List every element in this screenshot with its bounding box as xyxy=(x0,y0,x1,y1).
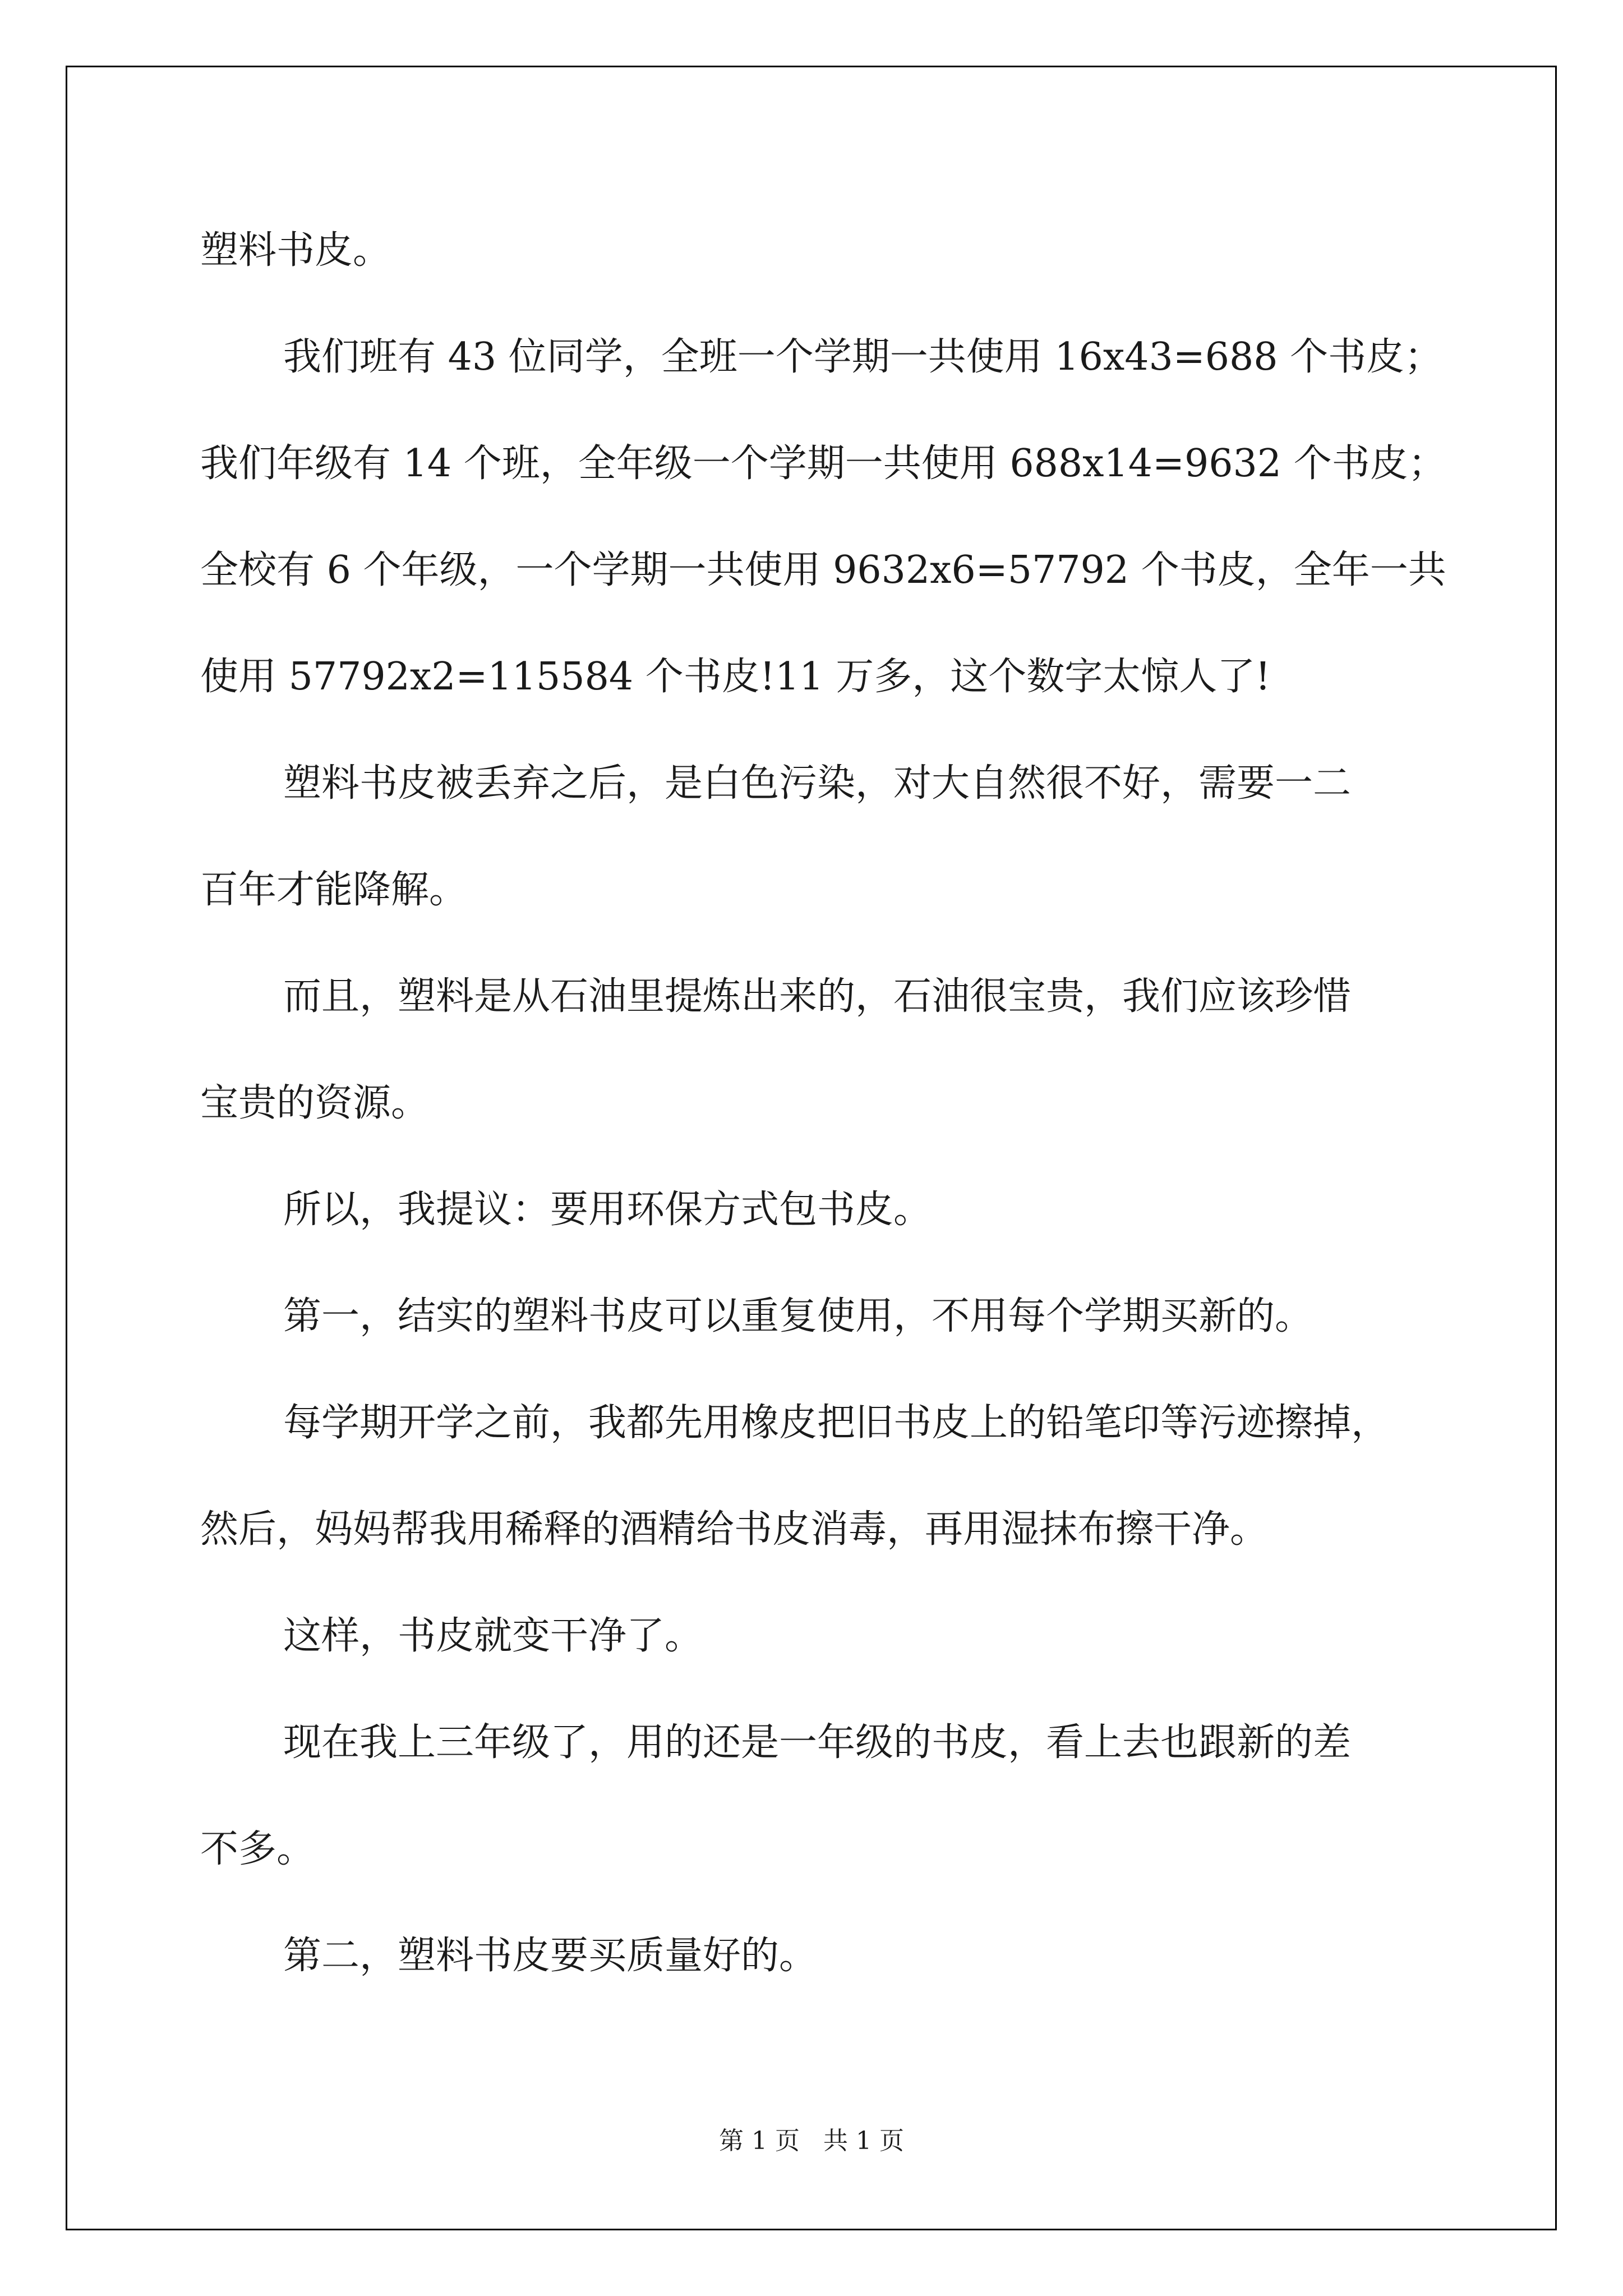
text-line: 我们年级有 14 个班，全年级一个学期一共使用 688x14=9632 个书皮； xyxy=(200,441,1446,486)
text-line: 宝贵的资源。 xyxy=(200,1081,430,1125)
text-line: 塑料书皮被丢弃之后，是白色污染，对大自然很不好，需要一二 xyxy=(283,761,1352,806)
text-line: 所以，我提议：要用环保方式包书皮。 xyxy=(283,1188,932,1232)
page-border xyxy=(66,66,1557,2230)
text-line: 这样，书皮就变干净了。 xyxy=(283,1614,703,1658)
text-line: 然后，妈妈帮我用稀释的酒精给书皮消毒，再用湿抹布擦干净。 xyxy=(200,1507,1269,1552)
text-line: 全校有 6 个年级，一个学期一共使用 9632x6=57792 个书皮，全年一共 xyxy=(200,548,1446,592)
text-line: 使用 57792x2=115584 个书皮!11 万多，这个数字太惊人了! xyxy=(200,655,1271,699)
text-line: 我们班有 43 位同学，全班一个学期一共使用 16x43=688 个书皮； xyxy=(283,335,1443,379)
text-line: 而且，塑料是从石油里提炼出来的，石油很宝贵，我们应该珍惜 xyxy=(283,974,1352,1019)
text-line: 不多。 xyxy=(200,1827,315,1871)
text-line: 第二，塑料书皮要买质量好的。 xyxy=(283,1934,818,1978)
page-footer: 第 1 页 共 1 页 xyxy=(719,2127,904,2155)
text-line: 每学期开学之前，我都先用橡皮把旧书皮上的铅笔印等污迹擦掉， xyxy=(283,1401,1390,1445)
text-line: 百年才能降解。 xyxy=(200,868,468,912)
text-line: 第一，结实的塑料书皮可以重复使用，不用每个学期买新的。 xyxy=(283,1294,1313,1338)
text-line: 塑料书皮。 xyxy=(200,228,391,273)
text-line: 现在我上三年级了，用的还是一年级的书皮，看上去也跟新的差 xyxy=(283,1720,1352,1765)
